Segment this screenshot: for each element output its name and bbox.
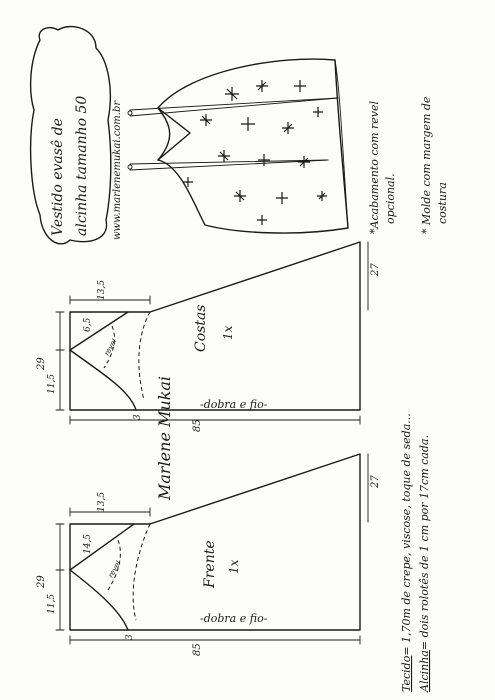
print-flowers <box>183 80 327 225</box>
website-url: www.marlenemukai.com.br <box>112 100 123 240</box>
back-outline <box>70 242 360 410</box>
svg-text:Alcinha= dois rolotês de 1 cm <box>418 435 431 693</box>
back-dim-neck-drop: 29 <box>36 357 47 370</box>
front-piece-name: Frente <box>202 540 218 588</box>
back-armhole <box>70 350 136 410</box>
front-neck-line <box>70 524 134 570</box>
strap-label: Alcinha <box>418 650 431 692</box>
back-dim-small: 3 <box>133 414 143 420</box>
back-facing-curve <box>139 312 150 400</box>
back-dim-strap: 11,5 <box>47 373 57 394</box>
title-line2: alcinha tamanho 50 <box>74 95 90 236</box>
front-dim-neck: 14,5 <box>83 533 93 554</box>
dress-outline <box>158 59 348 233</box>
title-cloud-outline <box>31 27 111 244</box>
fabric-text: = 1,70m de crepe, viscose, toque de seda... <box>400 413 413 656</box>
dress-neckline <box>158 108 190 160</box>
front-dim-neck-drop: 29 <box>36 575 47 588</box>
back-pattern-piece <box>36 242 381 432</box>
front-fold-label: -dobra e fio- <box>200 612 268 625</box>
front-piece-qty: 1x <box>227 559 241 574</box>
note-seam: * Molde com margem de <box>420 96 433 234</box>
note-facing: *Acabamento com revel <box>368 100 381 234</box>
title-cloud <box>31 27 111 244</box>
back-dim-length: 85 <box>192 419 203 432</box>
back-dim-hem: 27 <box>370 263 381 276</box>
back-neck-line <box>70 312 128 350</box>
back-fold-label: -dobra e fio- <box>200 398 268 411</box>
back-piece-name: Costas <box>193 304 209 352</box>
front-dim-length: 85 <box>192 643 203 656</box>
title-line1: Vestido evasê de <box>50 118 66 236</box>
note-seam-2: costura <box>436 182 449 224</box>
back-facing-label: revel <box>102 337 119 357</box>
fabric-note <box>400 413 431 693</box>
svg-text:Tecido= 1,70m de crepe, viscos <box>400 413 413 692</box>
front-dim-small: 3 <box>125 634 135 640</box>
strap-end-marker <box>128 165 132 169</box>
front-dim-armhole: 13,5 <box>97 491 107 512</box>
fabric-label: Tecido <box>400 655 413 692</box>
front-dim-strap: 11,5 <box>47 593 57 614</box>
note-facing-2: opcional. <box>384 173 397 224</box>
designer-signature: Marlene Mukai <box>155 375 174 500</box>
front-dim-hem: 27 <box>370 475 381 488</box>
front-armhole <box>70 570 128 630</box>
front-pattern-piece <box>36 454 381 656</box>
back-piece-qty: 1x <box>221 325 235 340</box>
front-facing-curve <box>133 524 150 620</box>
strap-text: = dois rolotês de 1 cm por 17cm cada. <box>418 435 431 651</box>
dress-sketch <box>128 59 348 233</box>
front-facing-label: revel <box>106 559 123 579</box>
back-dim-neck: 6,5 <box>83 317 93 332</box>
strap-end-marker <box>128 111 132 115</box>
back-dim-armhole: 13,5 <box>97 279 107 300</box>
